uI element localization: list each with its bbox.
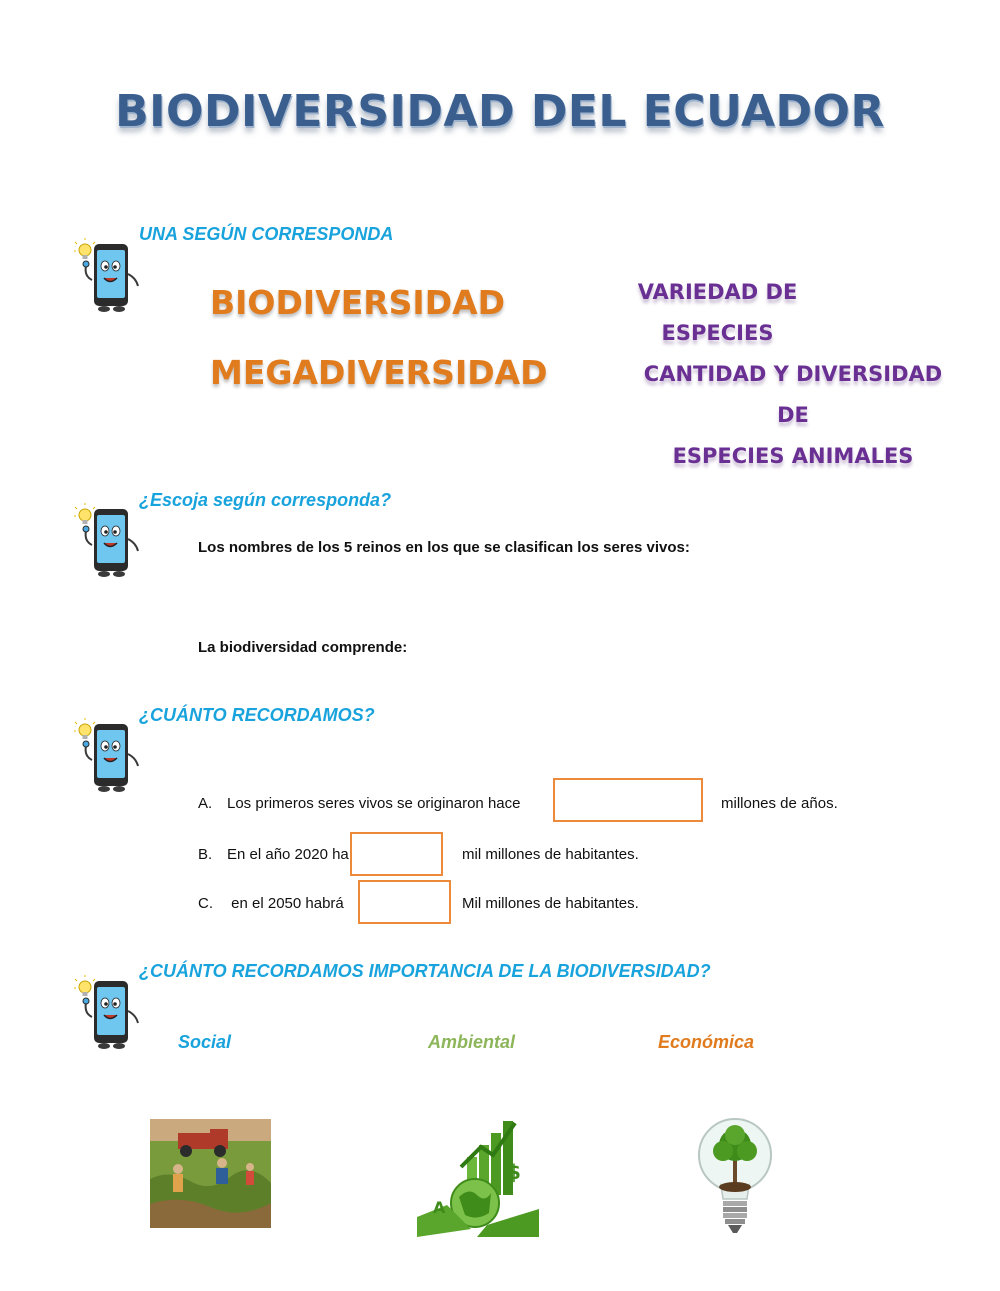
definition-variedad[interactable]: VARIEDAD DE ESPECIES [637, 280, 798, 345]
svg-text:A: A [433, 1198, 446, 1217]
category-social[interactable]: Social [178, 1032, 232, 1052]
svg-text:$: $ [507, 1160, 521, 1184]
section-title-recall: ¿CUÁNTO RECORDAMOS? [139, 705, 375, 725]
phone-mascot-icon [74, 503, 142, 579]
question-reinos: Los nombres de los 5 reinos en los que se clasifican los seres vivos: [198, 539, 690, 556]
section-title-importance: ¿CUÁNTO RECORDAMOS IMPORTANCIA DE LA BIODIVERSIDAD? [139, 961, 711, 981]
category-economica[interactable]: Económica [658, 1032, 755, 1052]
recall-item-a-before: Los primeros seres vivos se originaron hace [227, 795, 521, 812]
definition-cantidad-line2: ESPECIES ANIMALES [672, 444, 914, 468]
recall-item-b-after: mil millones de habitantes. [462, 846, 639, 863]
recall-item-c-after: Mil millones de habitantes. [462, 895, 639, 912]
section-title-choose: ¿Escoja según corresponda? [139, 490, 392, 510]
definition-cantidad[interactable] [628, 354, 958, 477]
tree-lightbulb-image[interactable] [695, 1115, 775, 1237]
answer-box-a[interactable] [553, 778, 703, 822]
recall-item-b-before: En el año 2020 ha [227, 846, 349, 863]
term-megadiversidad[interactable]: MEGADIVERSIDAD [210, 353, 548, 392]
phone-mascot-icon [74, 238, 142, 314]
recall-item-a-after: millones de años. [721, 795, 838, 812]
category-ambiental[interactable]: Ambiental [428, 1032, 516, 1052]
phone-mascot-icon [74, 718, 142, 794]
recall-item-c-before: en el 2050 habrá [227, 895, 344, 912]
recall-item-b-letter: B. [198, 846, 213, 863]
recall-item-c-letter: C. [198, 895, 213, 912]
term-biodiversidad[interactable]: BIODIVERSIDAD [210, 283, 506, 322]
farm-workers-image[interactable] [150, 1119, 271, 1228]
phone-mascot-icon [74, 975, 142, 1051]
answer-box-c[interactable] [358, 880, 451, 924]
recall-item-a-letter: A. [198, 795, 213, 812]
answer-box-b[interactable] [350, 832, 443, 876]
section-title-match: UNA SEGÚN CORRESPONDA [139, 224, 394, 244]
definition-cantidad-line1: CANTIDAD Y DIVERSIDAD DE [643, 362, 943, 427]
page-title: BIODIVERSIDAD DEL ECUADOR [115, 86, 885, 137]
question-biodiversidad: La biodiversidad comprende: [198, 639, 408, 656]
green-globe-chart-image[interactable] [417, 1117, 539, 1237]
